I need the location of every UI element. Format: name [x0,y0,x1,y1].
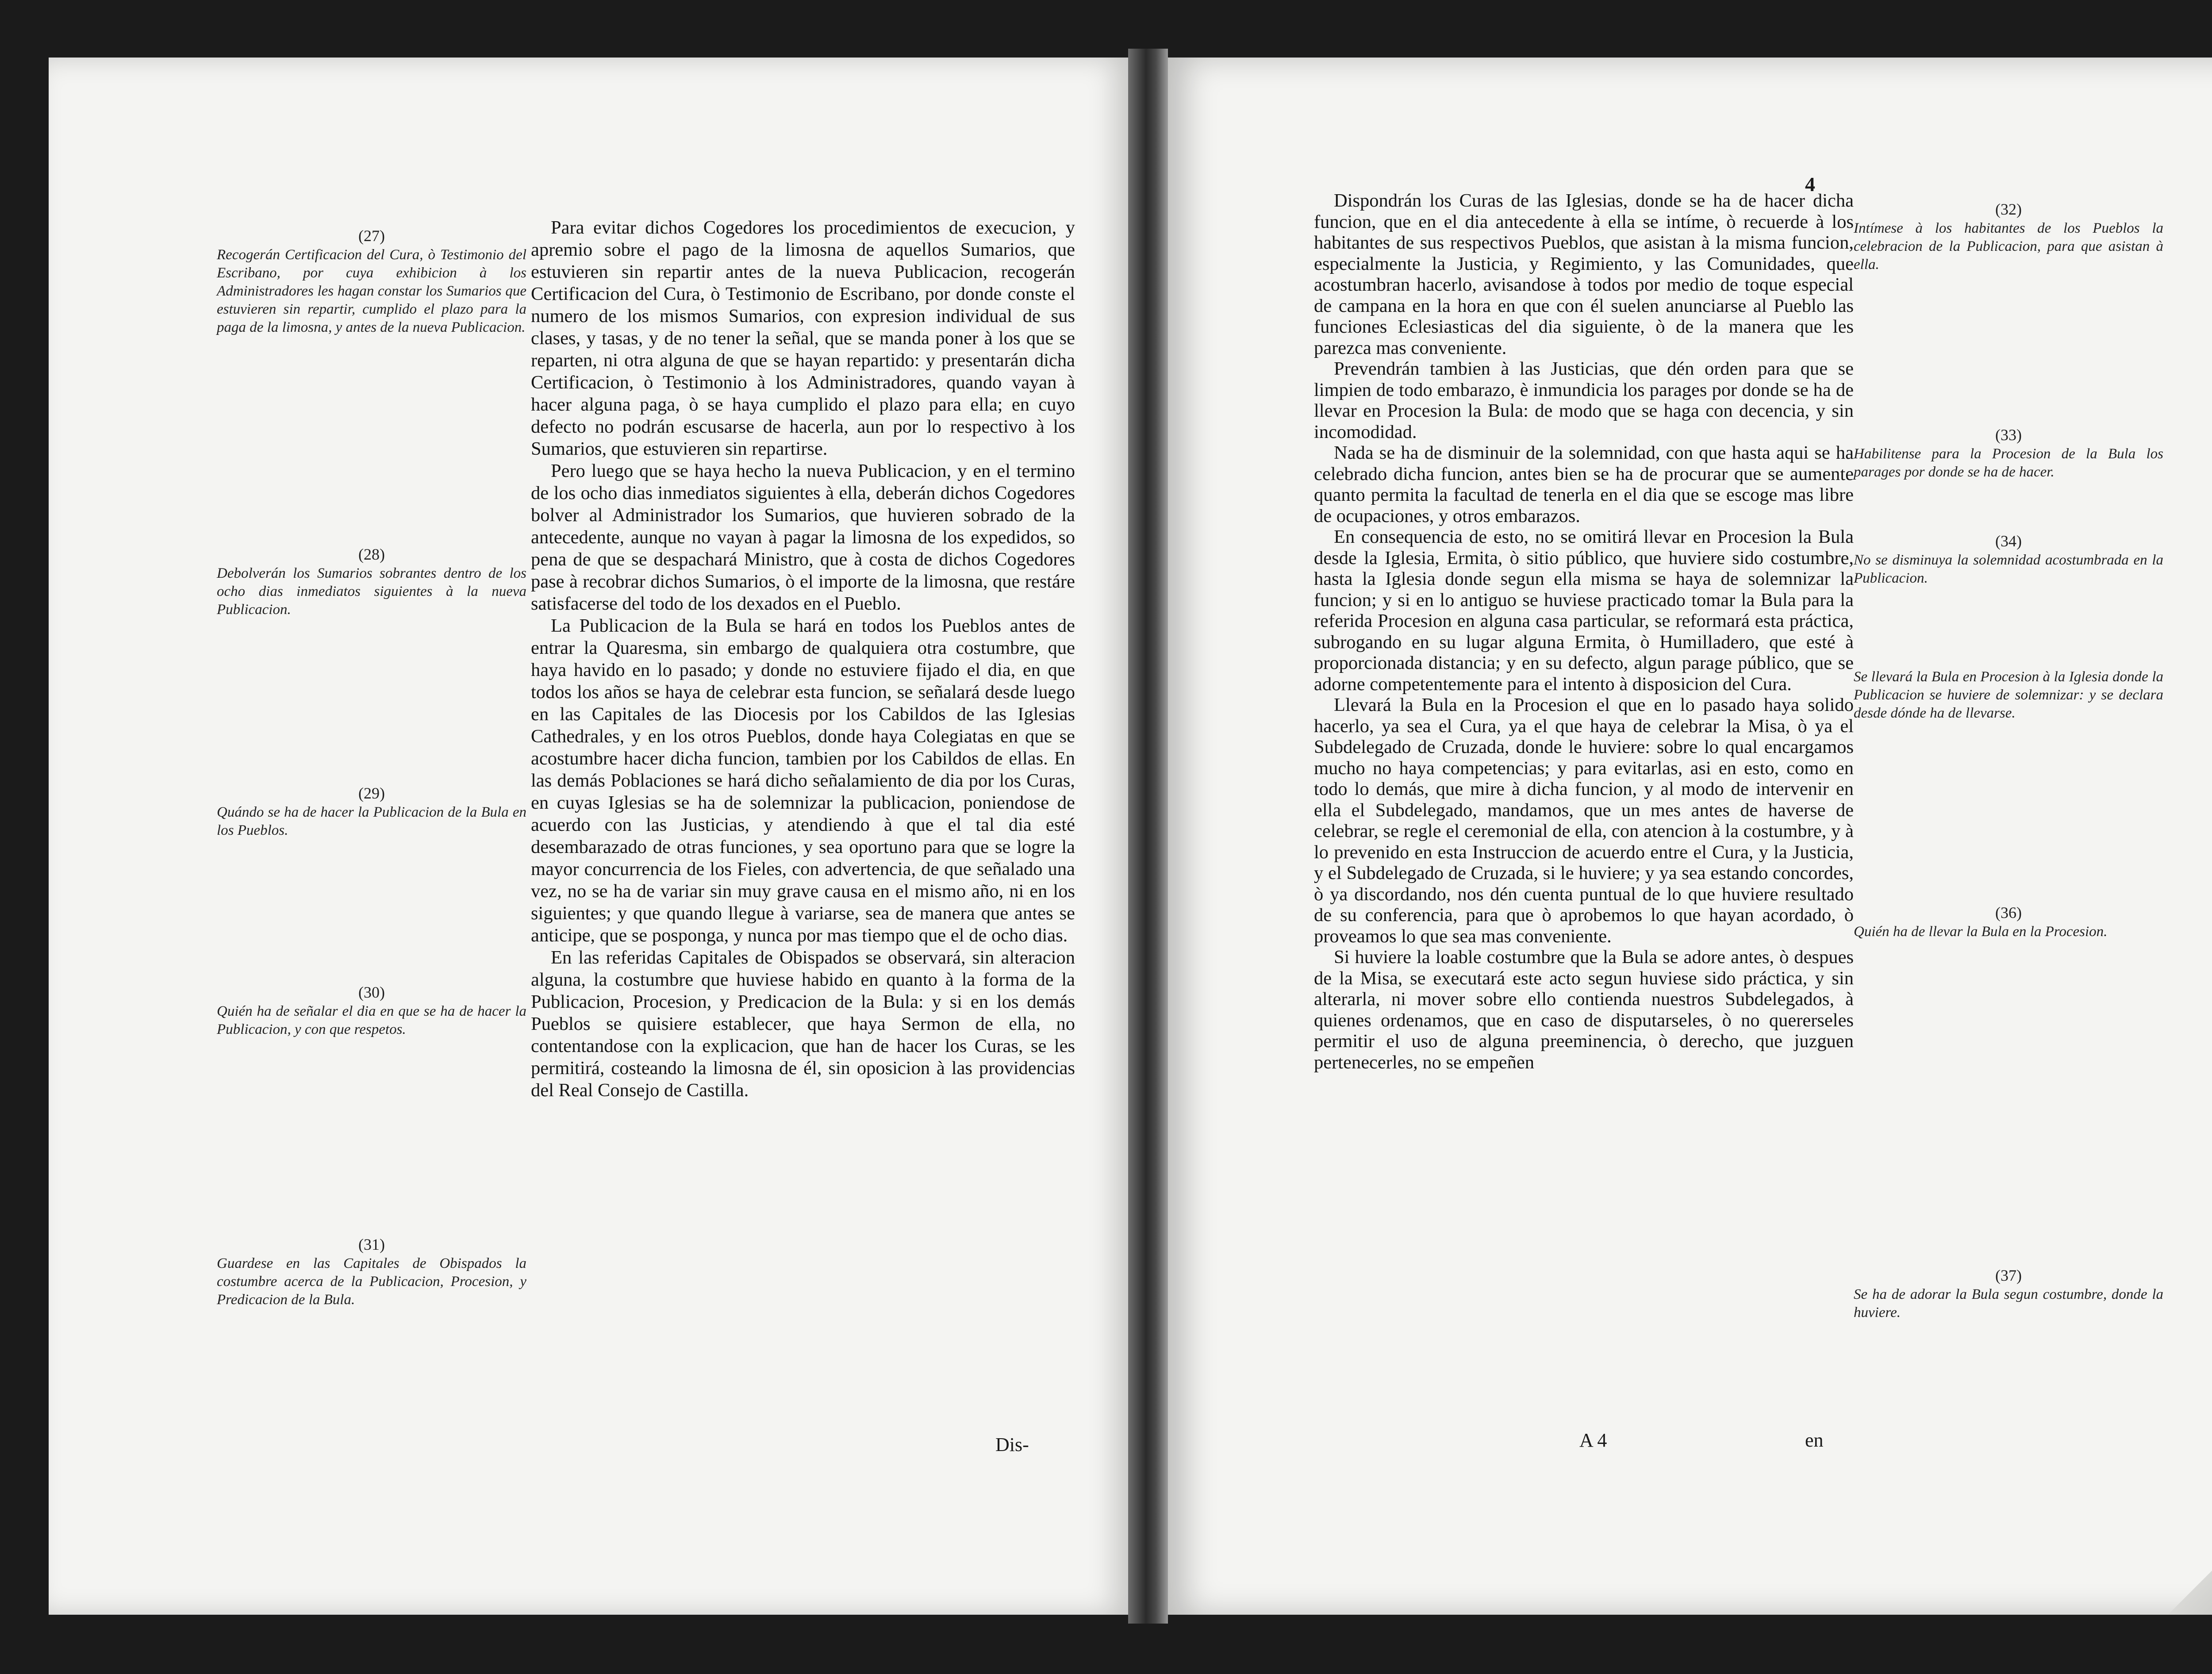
signature-mark: A 4 [1579,1429,1607,1451]
margin-note-37: (37) Se ha de adorar la Bula segun costumbre, donde la huviere. [1854,1267,2163,1321]
margin-note-31: (31) Guardese en las Capitales de Obispados la costumbre acerca de la Publicacion, Procesion, y Predicacion de la Bula. [217,1236,526,1308]
paragraph: Prevendrán tambien à las Justicias, que dén orden para que se limpien de todo embarazo, è inmundicia los parages por donde se ha de llevar en Procesion la Bula: de modo que se haga con decencia, y sin incomodidad. [1314,358,1854,442]
left-body-text [531,217,1075,1102]
book-gutter [1128,49,1168,1624]
paragraph: Llevará la Bula en la Procesion el que en lo pasado haya solido hacerlo, ya sea el Cura, ya el que haya de celebrar la Misa, ò ya el Subdelegado de Cruzada, donde le huviere: sobre lo qual encargamos mucho no haya competencias; y para evitarlas, asi en esto, como en todo lo demás, que mire à dicha funcion, y al modo de intervenir en ella el Subdelegado, mandamos, que un mes antes de haverse de celebrar, se regle el ceremonial de ella, con atencion à la costumbre, y à lo prevenido en esta Instruccion de acuerdo entre el Cura, y la Justicia, y el Subdelegado de Cruzada, si le huviere; y ya sea estando concordes, ò ya discordando, nos dén cuenta puntual de lo que huviere resultado de su conferencia, para que ò aprobemos lo que hayan acordado, ò proveamos lo que sea mas conveniente. [1314,695,1854,947]
paragraph: Dispondrán los Curas de las Iglesias, donde se ha de hacer dicha funcion, que en el dia antecedente à ella se intíme, ò recuerde à los habitantes de sus respectivos Pueblos, que asistan à la misma funcion, especialmente la Justicia, y Regimiento, y las Comunidades, que acostumbran hacerlo, avisandose à todos por medio de toque especial de campana en la hora en que con él suelen anunciarse al Pueblo las funciones Eclesiasticas del dia siguiente, ò de la manera que les parezca mas conveniente. [1314,190,1854,358]
paragraph: Si huviere la loable costumbre que la Bula se adore antes, ò despues de la Misa, se executará este acto segun huviese sido práctica, y sin alterarla, ni mover sobre ello contienda nuestros Subdelegados, à quienes ordenamos, que en caso de disputarseles, ò no quererseles permitir el uso de alguna preeminencia, ò derecho, que juzguen pertenecerles, no se empeñen [1314,947,1854,1073]
margin-note-33: (33) Habilitense para la Procesion de la Bula los parages por donde se ha de hacer. [1854,426,2163,480]
margin-note-32: (32) Intímese à los habitantes de los Pueblos la celebracion de la Publicacion, para que asistan à ella. [1854,200,2163,273]
margin-note-36: (36) Quién ha de llevar la Bula en la Procesion. [1854,904,2108,940]
page-corner-fold [2168,1500,2212,1615]
margin-note-28: (28) Debolverán los Sumarios sobrantes dentro de los ocho dias inmediatos siguientes à la nueva Publicacion. [217,545,526,618]
margin-note-30: (30) Quién ha de señalar el dia en que se ha de hacer la Publicacion, y con que respetos. [217,983,526,1037]
paragraph: Pero luego que se haya hecho la nueva Publicacion, y en el termino de los ocho dias inmediatos siguientes à ella, deberán dichos Cogedores bolver al Administrador los Sumarios, que huvieren sobrado de la antecedente, aunque no vayan à pagar la limosna de los expedidos, so pena de que se despachará Ministro, que à costa de dichos Cogedores pase à recobrar dichos Sumarios, ò el importe de la limosna, que restáre satisfacerse del todo de los dexados en el Pueblo. [531,461,1075,614]
margin-note-27: (27) Recogerán Certificacion del Cura, ò Testimonio del Escribano, por cuya exhibicion à los Administradores les hagan constar los Sumarios que estuvieren sin repartir, cumplido el plazo para la paga de la limosna, y antes de la nueva Publicacion. [217,227,526,335]
catchword: en [1805,1429,1824,1451]
paragraph: En consequencia de esto, no se omitirá llevar en Procesion la Bula desde la Iglesia, Ermita, ò sitio público, que huviere sido costumbre, hasta la Iglesia donde segun ella misma se haya de solemnizar la funcion; y si en lo antiguo se huviese practicado tomar la Bula para la referida Procesion en alguna casa particular, se reformará esta práctica, subrogando en su lugar alguna Ermita, ò Humilladero, que esté à proporcionada distancia; y en su defecto, algun parage público, que se adorne competentemente para el intento à disposicion del Cura. [1314,526,1854,695]
paragraph: Nada se ha de disminuir de la solemnidad, con que hasta aqui se ha celebrado dicha funcion, antes bien se ha de procurar que se aumente quanto permita la facultad de tenerla en el dia que se escoge mas libre de ocupaciones, y otros embarazos. [1314,442,1854,526]
catchword: Dis- [995,1434,1029,1455]
left-page [49,58,1128,1615]
paragraph: La Publicacion de la Bula se hará en todos los Pueblos antes de entrar la Quaresma, sin embargo de qualquiera otra costumbre, que haya havido en lo pasado; y donde no estuviere fijado el dia, en que todos los años se haya de celebrar esta funcion, se señalará desde luego en las Capitales de las Diocesis por los Cabildos de las Iglesias Cathedrales, y en los otros Pueblos, donde haya Colegiatas en que se acostumbre hacer dicha funcion, tambien por los Cabildos de ellas. En las demás Poblaciones se hará dicho señalamiento de dia por los Curas, en cuyas Iglesias se ha de solemnizar la publicacion, poniendose de acuerdo con las Justicias, y atendiendo à que el tal dia esté desembarazado de otras funciones, y sea oportuno para que se logre la mayor concurrencia de los Fieles, con advertencia, de que señalado una vez, no se ha de variar sin muy grave causa en el mismo año, ni en los siguientes; y que quando llegue à variarse, sea de manera que antes se anticipe, que se posponga, y nunca por mas tiempo que el de ocho dias. [531,615,1075,946]
paragraph: Para evitar dichos Cogedores los procedimientos de execucion, y apremio sobre el pago de la limosna de aquellos Sumarios, que estuvieren sin repartir antes de la nueva Publicacion, recogerán Certificacion del Cura, ò Testimonio de Escribano, por donde conste el numero de los mismos Sumarios, con expresion individual de sus clases, y tasas, y de no tener la señal, que se manda poner à los que se reparten, ni otra alguna de que se hayan repartido: y presentarán dicha Certificacion, ò Testimonio à los Administradores, quando vayan à hacer alguna paga, ò se haya cumplido el plazo para ella; en cuyo defecto no podrán escusarse de hacerla, aun por lo respectivo à los Sumarios, que estuvieren sin repartirse. [531,217,1075,459]
right-body-text [1314,190,1854,1073]
margin-note-35: Se llevará la Bula en Procesion à la Iglesia donde la Publicacion se huviere de solemnizar: y se declara desde dónde ha de llevarse. [1854,669,2163,721]
page-number: 4 [1805,173,1815,196]
margin-note-29: (29) Quándo se ha de hacer la Publicacion de la Bula en los Pueblos. [217,784,526,838]
right-page [1168,58,2212,1615]
margin-note-34: (34) No se disminuya la solemnidad acostumbrada en la Publicacion. [1854,532,2163,586]
paragraph: En las referidas Capitales de Obispados se observará, sin alteracion alguna, la costumbre que huviese habido en quanto à la forma de la Publicacion, Procesion, y Predicacion de la Bula: y si en los demás Pueblos se quisiere establecer, que haya Sermon de ella, no contentandose con la explicacion, que han de hacer los Curas, se les permitirá, costeando la limosna de él, sin oposicion à las providencias del Real Consejo de Castilla. [531,947,1075,1101]
